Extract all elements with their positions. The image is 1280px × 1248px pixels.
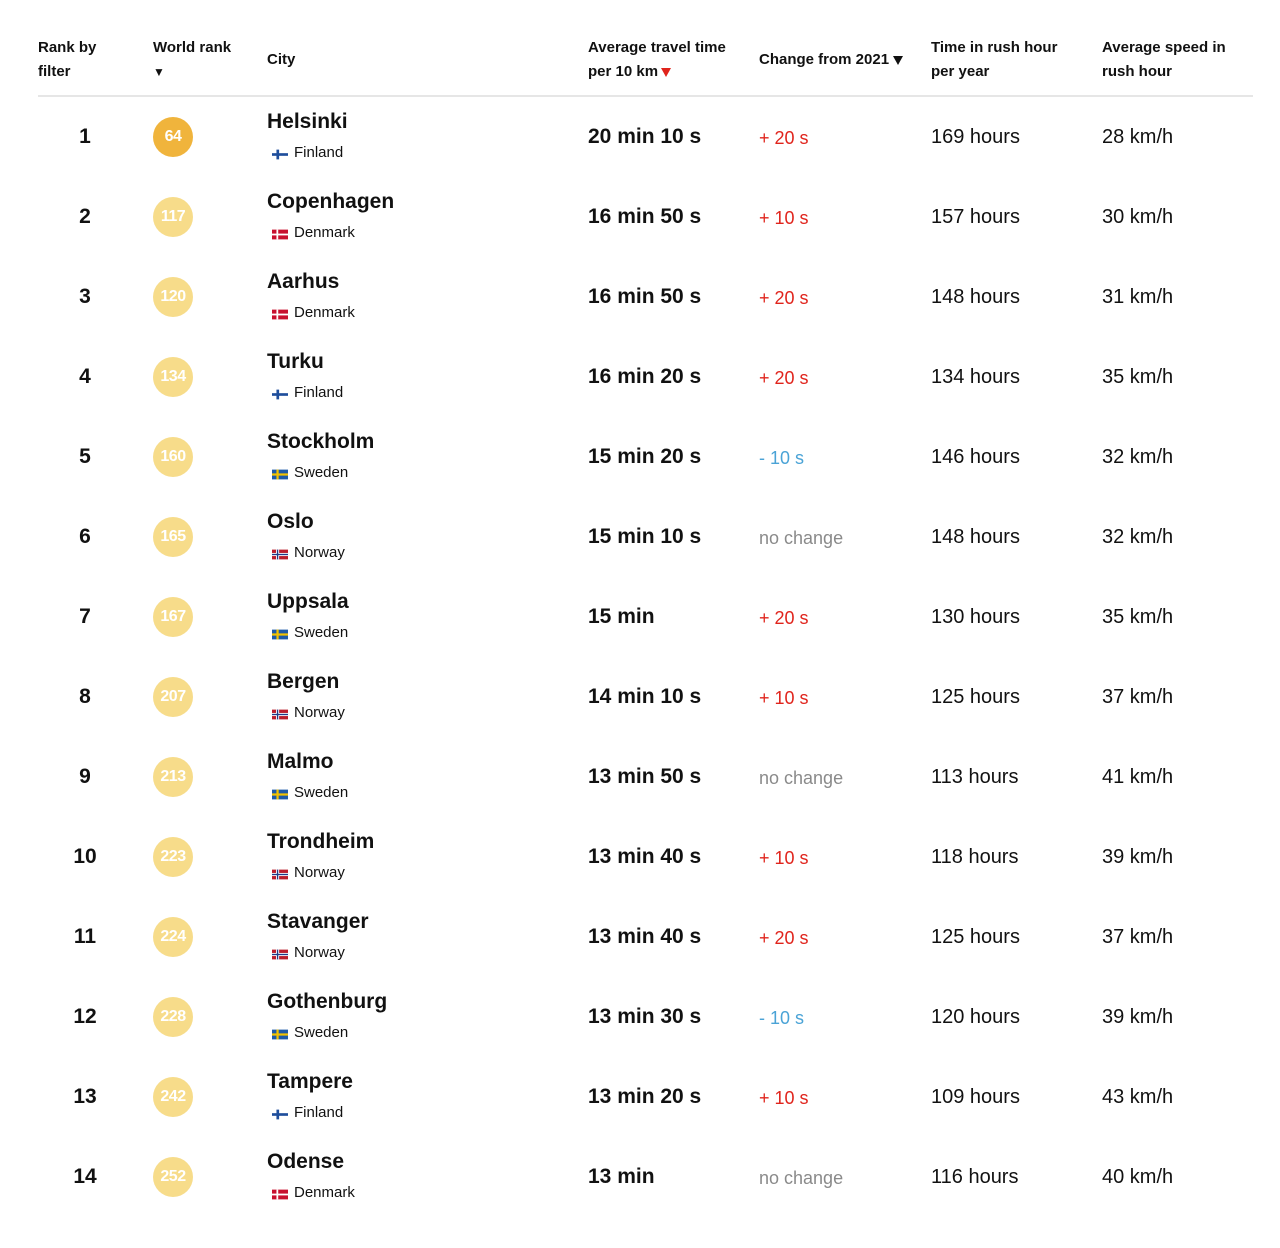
rank-by-filter: 3 — [79, 285, 91, 308]
city-name: Aarhus — [267, 270, 340, 293]
avg-travel-time: 13 min 30 s — [588, 1005, 702, 1028]
rank-by-filter: 4 — [79, 365, 91, 388]
country-name: Finland — [294, 1104, 344, 1121]
country-name: Denmark — [294, 224, 355, 241]
header-city[interactable] — [267, 48, 295, 72]
avg-travel-time: 13 min — [588, 1165, 655, 1188]
country — [272, 1184, 355, 1201]
country — [272, 1104, 343, 1121]
country — [272, 1024, 348, 1041]
avg-speed-rush-hour: 37 km/h — [1102, 926, 1174, 948]
table-row[interactable] — [38, 497, 1253, 577]
table-row[interactable] — [38, 97, 1253, 177]
change-from-2021: - 10 s — [759, 1008, 805, 1028]
table-row[interactable] — [38, 657, 1253, 737]
finland-flag-icon — [272, 387, 288, 398]
norway-flag-icon — [272, 947, 288, 958]
city-name: Odense — [267, 1150, 345, 1173]
avg-travel-time: 16 min 20 s — [588, 365, 702, 388]
world-rank-badge: 165 — [153, 517, 193, 557]
world-rank-badge: 213 — [153, 757, 193, 797]
country-name: Sweden — [294, 784, 349, 801]
time-in-rush-hour: 109 hours — [931, 1086, 1020, 1108]
country-name: Sweden — [294, 624, 349, 641]
avg-speed-rush-hour: 32 km/h — [1102, 526, 1174, 548]
sort-down-icon: ▼ — [153, 65, 165, 79]
norway-flag-icon — [272, 547, 288, 558]
country-name: Denmark — [294, 1184, 355, 1201]
avg-travel-time: 14 min 10 s — [588, 685, 702, 708]
change-from-2021: no change — [759, 1168, 844, 1188]
avg-speed-rush-hour: 32 km/h — [1102, 446, 1174, 468]
rank-by-filter: 8 — [79, 685, 91, 708]
header-time-in-rush-hour[interactable] — [931, 36, 1057, 84]
avg-travel-time: 13 min 40 s — [588, 845, 702, 868]
time-in-rush-hour: 113 hours — [931, 766, 1019, 788]
header-speed-line2: rush hour — [1102, 63, 1172, 80]
header-change-from-2021[interactable] — [759, 48, 903, 72]
avg-travel-time: 13 min 40 s — [588, 925, 702, 948]
avg-speed-rush-hour: 39 km/h — [1102, 846, 1174, 868]
header-avg-travel-time-line2: per 10 km — [588, 63, 659, 80]
avg-travel-time: 15 min 10 s — [588, 525, 702, 548]
world-rank-badge: 160 — [153, 437, 193, 477]
world-rank-badge: 120 — [153, 277, 193, 317]
sort-active-down-icon — [661, 68, 671, 77]
rank-by-filter: 10 — [73, 845, 97, 868]
avg-speed-rush-hour: 35 km/h — [1102, 606, 1174, 628]
world-rank-badge: 242 — [153, 1077, 193, 1117]
finland-flag-icon — [272, 1107, 288, 1118]
table-row[interactable] — [38, 737, 1253, 817]
header-world-rank-label: World rank — [153, 39, 232, 56]
world-rank-badge: 64 — [153, 117, 193, 157]
world-rank-badge: 224 — [153, 917, 193, 957]
country — [272, 704, 345, 721]
header-city-label: City — [267, 51, 296, 68]
sort-down-icon — [893, 56, 903, 65]
avg-speed-rush-hour: 41 km/h — [1102, 766, 1174, 788]
rank-by-filter: 2 — [79, 205, 91, 228]
world-rank-badge: 134 — [153, 357, 193, 397]
country — [272, 224, 355, 241]
change-from-2021: + 20 s — [759, 368, 809, 388]
country — [272, 864, 345, 881]
header-rush-line2: per year — [931, 63, 990, 80]
avg-speed-rush-hour: 37 km/h — [1102, 686, 1174, 708]
finland-flag-icon — [272, 147, 288, 158]
world-rank-badge: 252 — [153, 1157, 193, 1197]
header-change-label: Change from 2021 — [759, 51, 890, 68]
table-row[interactable] — [38, 897, 1253, 977]
city-name: Bergen — [267, 670, 340, 693]
time-in-rush-hour: 169 hours — [931, 126, 1020, 148]
header-world-rank[interactable] — [153, 36, 231, 84]
rank-by-filter: 7 — [79, 605, 91, 628]
change-from-2021: - 10 s — [759, 448, 805, 468]
country — [272, 544, 345, 561]
country — [272, 784, 348, 801]
time-in-rush-hour: 148 hours — [931, 286, 1020, 308]
norway-flag-icon — [272, 867, 288, 878]
country-name: Norway — [294, 704, 345, 721]
change-from-2021: + 20 s — [759, 608, 809, 628]
sweden-flag-icon — [272, 787, 288, 798]
avg-speed-rush-hour: 31 km/h — [1102, 286, 1174, 308]
avg-speed-rush-hour: 30 km/h — [1102, 206, 1174, 228]
country — [272, 624, 348, 641]
city-name: Uppsala — [267, 590, 349, 613]
time-in-rush-hour: 148 hours — [931, 526, 1020, 548]
change-from-2021: + 10 s — [759, 1088, 809, 1108]
time-in-rush-hour: 125 hours — [931, 926, 1020, 948]
city-name: Turku — [267, 350, 324, 373]
table-body — [38, 97, 1253, 1217]
city-name: Malmo — [267, 750, 334, 773]
rank-by-filter: 5 — [79, 445, 91, 468]
rank-by-filter: 14 — [73, 1165, 97, 1188]
avg-speed-rush-hour: 35 km/h — [1102, 366, 1174, 388]
table-row[interactable] — [38, 817, 1253, 897]
time-in-rush-hour: 120 hours — [931, 1006, 1020, 1028]
country — [272, 144, 343, 161]
time-in-rush-hour: 134 hours — [931, 366, 1020, 388]
time-in-rush-hour: 130 hours — [931, 606, 1020, 628]
time-in-rush-hour: 118 hours — [931, 846, 1019, 868]
table-row[interactable] — [38, 257, 1253, 337]
rank-by-filter: 12 — [73, 1005, 97, 1028]
world-rank-badge: 228 — [153, 997, 193, 1037]
country — [272, 464, 348, 481]
country-name: Denmark — [294, 304, 355, 321]
avg-travel-time: 20 min 10 s — [588, 125, 702, 148]
city-name: Stavanger — [267, 910, 369, 933]
header-rank-by-filter[interactable] — [38, 36, 96, 84]
change-from-2021: + 10 s — [759, 848, 809, 868]
country-name: Norway — [294, 864, 345, 881]
avg-speed-rush-hour: 43 km/h — [1102, 1086, 1174, 1108]
country — [272, 304, 355, 321]
table-row[interactable] — [38, 1137, 1253, 1217]
city-name: Stockholm — [267, 430, 375, 453]
avg-travel-time: 15 min 20 s — [588, 445, 702, 468]
rank-by-filter: 11 — [73, 925, 97, 948]
header-avg-speed-rush-hour[interactable] — [1102, 36, 1226, 84]
table-row[interactable] — [38, 1057, 1253, 1137]
change-from-2021: + 20 s — [759, 288, 809, 308]
time-in-rush-hour: 146 hours — [931, 446, 1020, 468]
table-row[interactable] — [38, 977, 1253, 1057]
world-rank-badge: 167 — [153, 597, 193, 637]
country-name: Sweden — [294, 464, 349, 481]
denmark-flag-icon — [272, 227, 288, 238]
avg-speed-rush-hour: 28 km/h — [1102, 126, 1174, 148]
avg-travel-time: 13 min 50 s — [588, 765, 702, 788]
avg-travel-time: 16 min 50 s — [588, 205, 702, 228]
world-rank-badge: 117 — [153, 197, 193, 237]
header-rank-by-filter-line1: Rank by — [38, 39, 97, 56]
rank-by-filter: 9 — [79, 765, 91, 788]
change-from-2021: + 10 s — [759, 688, 809, 708]
table-row[interactable] — [38, 337, 1253, 417]
avg-travel-time: 15 min — [588, 605, 655, 628]
table-row[interactable] — [38, 417, 1253, 497]
country-name: Norway — [294, 944, 345, 961]
country-name: Sweden — [294, 1024, 349, 1041]
city-name: Copenhagen — [267, 190, 395, 213]
header-avg-travel-time[interactable] — [588, 36, 726, 84]
change-from-2021: + 20 s — [759, 928, 809, 948]
header-rank-by-filter-line2: filter — [38, 63, 71, 80]
city-name: Helsinki — [267, 110, 348, 133]
rank-by-filter: 1 — [79, 125, 91, 148]
change-from-2021: no change — [759, 528, 844, 548]
country — [272, 944, 345, 961]
city-name: Gothenburg — [267, 990, 388, 1013]
country-name: Norway — [294, 544, 345, 561]
city-name: Trondheim — [267, 830, 375, 853]
avg-speed-rush-hour: 39 km/h — [1102, 1006, 1174, 1028]
time-in-rush-hour: 157 hours — [931, 206, 1020, 228]
sweden-flag-icon — [272, 627, 288, 638]
change-from-2021: + 20 s — [759, 128, 809, 148]
header-speed-line1: Average speed in — [1102, 39, 1226, 56]
city-name: Tampere — [267, 1070, 353, 1093]
header-avg-travel-time-line1: Average travel time — [588, 39, 726, 56]
sweden-flag-icon — [272, 467, 288, 478]
header-rush-line1: Time in rush hour — [931, 39, 1058, 56]
denmark-flag-icon — [272, 307, 288, 318]
rank-by-filter: 13 — [73, 1085, 97, 1108]
table-row[interactable] — [38, 577, 1253, 657]
country-name: Finland — [294, 384, 344, 401]
city-ranking-table — [38, 0, 1253, 1217]
world-rank-badge: 207 — [153, 677, 193, 717]
country-name: Finland — [294, 144, 344, 161]
avg-speed-rush-hour: 40 km/h — [1102, 1166, 1174, 1188]
rank-by-filter: 6 — [79, 525, 91, 548]
world-rank-badge: 223 — [153, 837, 193, 877]
change-from-2021: no change — [759, 768, 844, 788]
sweden-flag-icon — [272, 1027, 288, 1038]
table-header — [38, 0, 1253, 97]
change-from-2021: + 10 s — [759, 208, 809, 228]
country — [272, 384, 343, 401]
denmark-flag-icon — [272, 1187, 288, 1198]
time-in-rush-hour: 125 hours — [931, 686, 1020, 708]
time-in-rush-hour: 116 hours — [931, 1166, 1019, 1188]
avg-travel-time: 13 min 20 s — [588, 1085, 702, 1108]
avg-travel-time: 16 min 50 s — [588, 285, 702, 308]
norway-flag-icon — [272, 707, 288, 718]
table-row[interactable] — [38, 177, 1253, 257]
city-name: Oslo — [267, 510, 314, 533]
